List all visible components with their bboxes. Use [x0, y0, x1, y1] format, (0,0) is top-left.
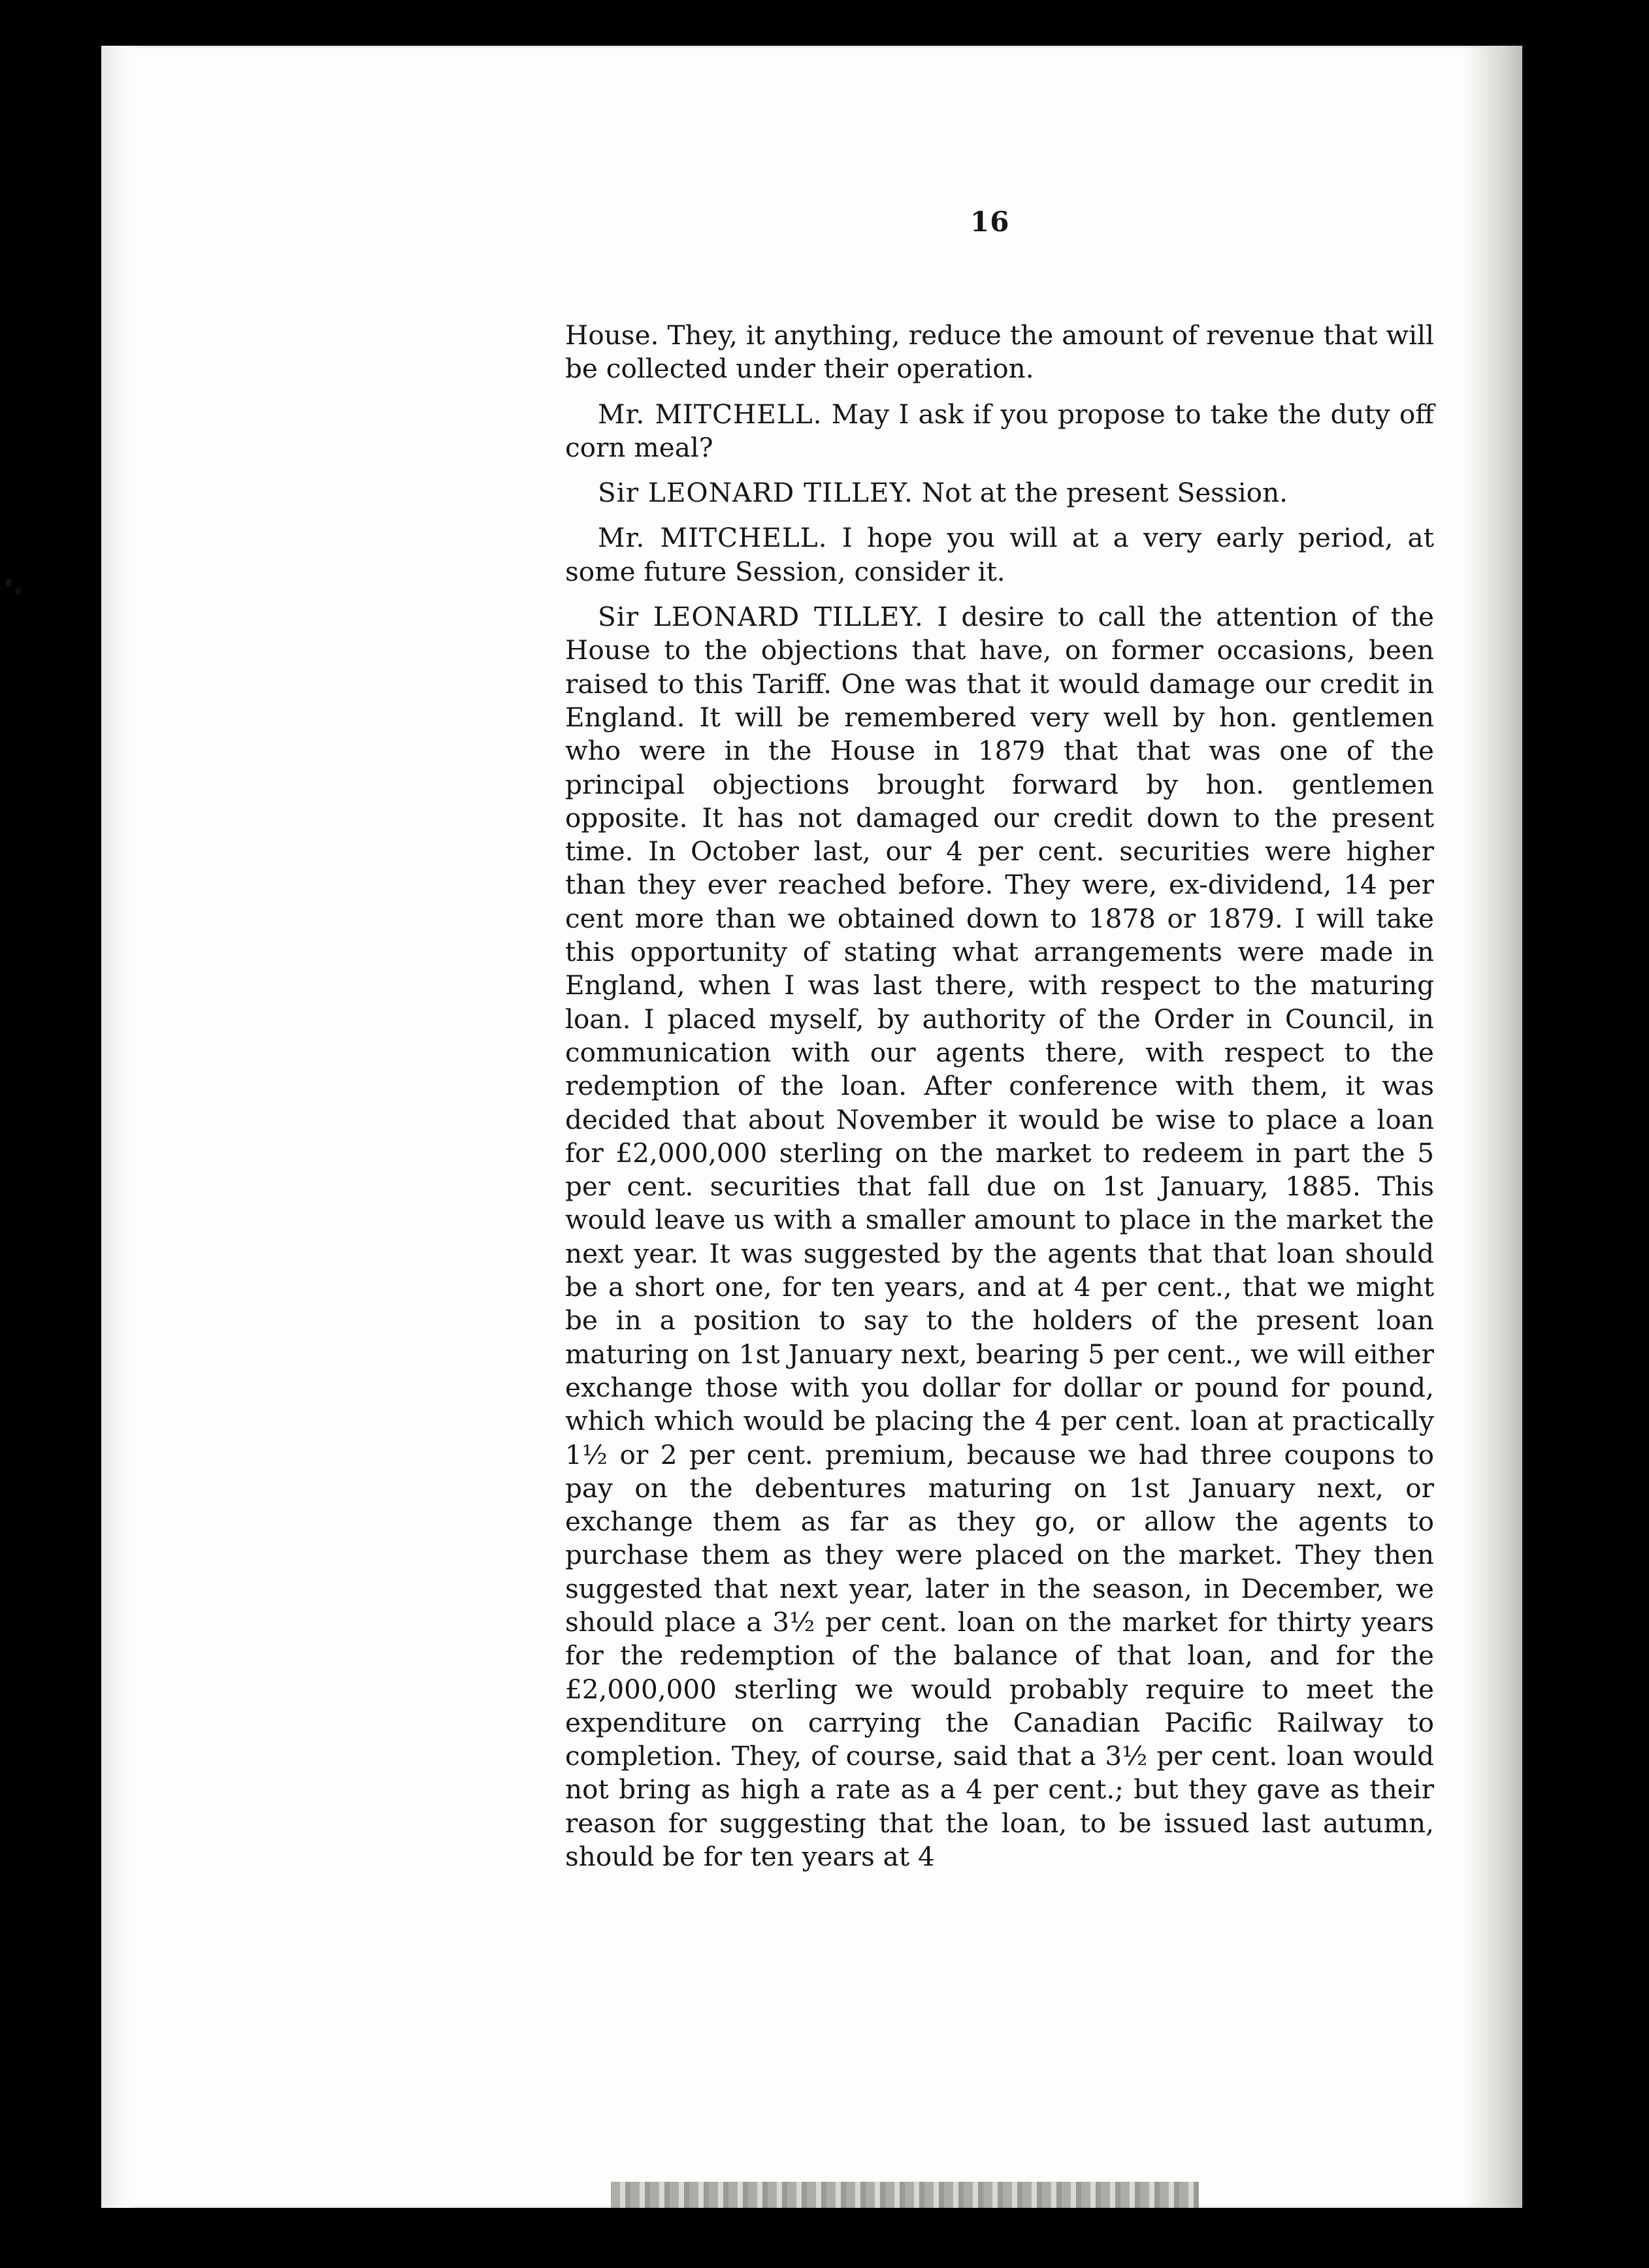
scan-speck — [16, 588, 21, 594]
speaker-name: Sir LEONARD TILLEY. — [598, 601, 924, 633]
paragraph-text: May I ask if you propose to take the duty off corn meal? — [565, 398, 1434, 463]
page-edge-right — [1463, 46, 1522, 2208]
page-number: 16 — [970, 206, 1010, 238]
body-text — [565, 319, 1434, 1885]
binding-strip — [611, 2182, 1199, 2208]
document-page — [101, 46, 1522, 2208]
scan-speck — [5, 578, 12, 587]
paragraph — [565, 398, 1434, 465]
paragraph-text: House. They, it anything, reduce the amount of revenue that will be collected under their operation. — [565, 319, 1434, 385]
speaker-name: Sir LEONARD TILLEY. — [598, 477, 913, 509]
page-edge-left — [101, 46, 140, 2208]
paragraph-text: I desire to call the attention of the House to the objections that have, on former occasions, been raised to this Tariff. One was that it would damage our credit in England. It will be remembered very well by hon. gentlemen who were in the House in 1879 that that was one of the principal objections brought forward by hon. gentlemen opposite. It has not damaged our credit down to the present time. In October last, our 4 per cent. securities were higher than they ever reached before. They were, ex-dividend, 14 per cent more than we obtained down to 1878 or 1879. I will take this opportunity of stating what arrangements were made in England, when I was last there, with respect to the maturing loan. I placed myself, by authority of the Order in Council, in communication with our agents there, with respect to the redemption of the loan. After conference with them, it was decided that about November it would be wise to place a loan for £2,000,000 sterling on the market to redeem in part the 5 per cent. securities that fall due on 1st January, 1885. This would leave us with a smaller amount to place in the market the next year. It was suggested by the agents that that loan should be a short one, for ten years, and at 4 per cent., that we might be in a position to say to the holders of the present loan maturing on 1st January next, bearing 5 per cent., we will either exchange those with you dollar for dollar or pound for pound, which which would be placing the 4 per cent. loan at practically 1½ or 2 per cent. premium, because we had three coupons to pay on the debentures maturing on 1st January next, or exchange them as far as they go, or allow the agents to purchase them as they were placed on the market. They then suggested that next year, later in the season, in December, we should place a 3½ per cent. loan on the market for thirty years for the redemption of the balance of that loan, and for the £2,000,000 sterling we would probably require to meet the expenditure on carrying the Canadian Pacific Railway to completion. They, of course, said that a 3½ per cent. loan would not bring as high a rate as a 4 per cent.; but they gave as their reason for suggesting that the loan, to be issued last autumn, should be for ten years at 4 — [565, 601, 1434, 1873]
paragraph — [565, 476, 1434, 510]
paragraph-text: I hope you will at a very early period, at some future Session, consider it. — [565, 522, 1434, 587]
speaker-name: Mr. MITCHELL. — [598, 522, 828, 554]
paragraph — [565, 319, 1434, 386]
paragraph — [565, 521, 1434, 589]
paragraph-text: Not at the present Session. — [921, 477, 1288, 509]
paragraph — [565, 600, 1434, 1873]
speaker-name: Mr. MITCHELL. — [598, 398, 823, 430]
